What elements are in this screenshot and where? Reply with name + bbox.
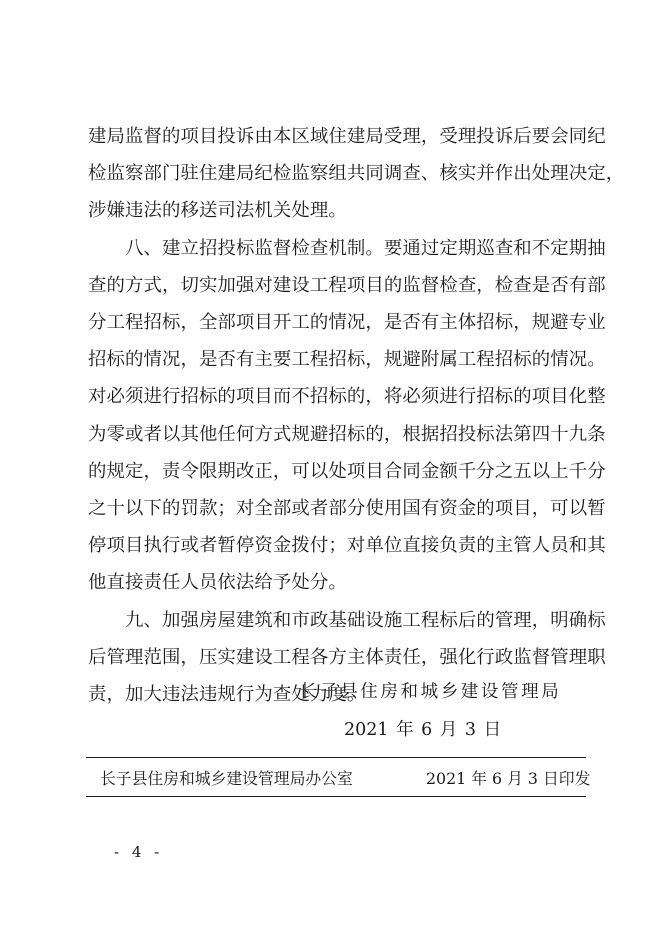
text-line: 八、建立招投标监督检查机制。要通过定期巡查和不定期抽 — [125, 237, 606, 259]
text-line: 他直接责任人员依法给予处分。 — [88, 572, 347, 594]
footer-top-rule — [86, 757, 586, 758]
text-line: 之十以下的罚款；对全部或者部分使用国有资金的项目，可以暂 — [88, 498, 606, 520]
signature-organization: 长子县住房和城乡建设管理局 — [300, 682, 562, 702]
text-line: 涉嫌违法的移送司法机关处理。 — [88, 200, 347, 222]
page-number: - 4 - — [114, 843, 164, 861]
text-line: 为零或者以其他任何方式规避招标的，根据招投标法第四十九条 — [88, 423, 606, 445]
body-text — [88, 118, 625, 713]
paragraph-continuation — [88, 118, 625, 230]
text-line: 的规定，责令限期改正，可以处项目合同金额千分之五以上千分 — [88, 460, 606, 482]
text-line: 分工程招标，全部项目开工的情况，是否有主体招标，规避专业 — [88, 312, 606, 334]
footer-issuing-office: 长子县住房和城乡建设管理局办公室 — [100, 769, 353, 788]
text-line: 检监察部门驻住建局纪检监察组共同调查、核实并作出处理决定， — [88, 163, 625, 185]
text-line: 责，加大违法违规行为查处力度。 — [88, 684, 366, 706]
text-line: 查的方式，切实加强对建设工程项目的监督检查，检查是否有部 — [88, 274, 606, 296]
paragraph-section-eight — [88, 230, 606, 602]
footer-bottom-rule — [86, 796, 586, 797]
text-line: 停项目执行或者暂停资金拨付；对单位直接负责的主管人员和其 — [88, 535, 606, 557]
footer-issue-date: 2021 年 6 月 3 日印发 — [426, 769, 591, 788]
text-line: 建局监督的项目投诉由本区域住建局受理，受理投诉后要会同纪 — [88, 126, 606, 147]
text-line: 招标的情况，是否有主要工程招标，规避附属工程招标的情况。 — [88, 349, 606, 371]
text-line: 九、加强房屋建筑和市政基础设施工程标后的管理，明确标 — [125, 609, 606, 631]
text-line: 对必须进行招标的项目而不招标的，将必须进行招标的项目化整 — [88, 386, 606, 408]
text-line: 后管理范围，压实建设工程各方主体责任，强化行政监督管理职 — [88, 646, 606, 668]
signature-date: 2021 年 6 月 3 日 — [344, 720, 502, 740]
